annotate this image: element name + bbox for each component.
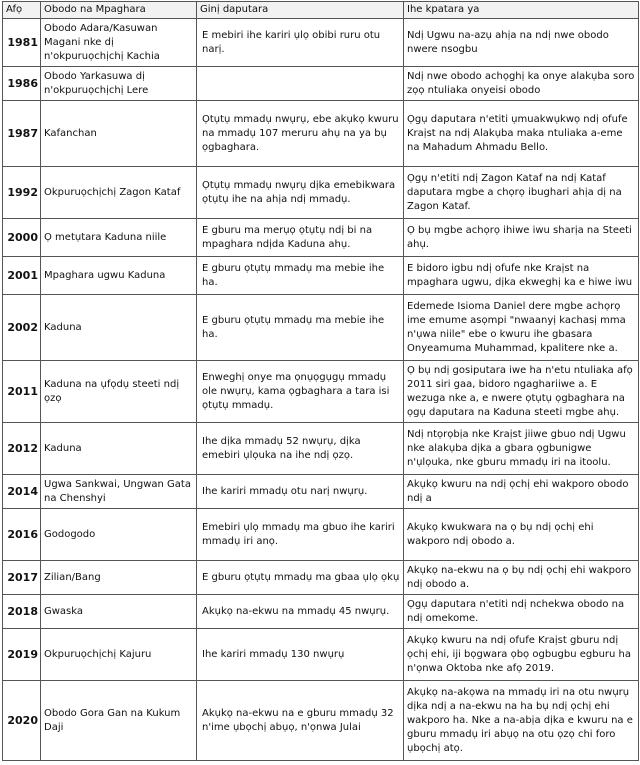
- year-cell: 2001: [3, 257, 41, 295]
- table-row: [3, 509, 639, 561]
- cause-cell: Akụkọ na-ekwu na ọ bụ ndị ọchị ehi wakporo ndị obodo a.: [404, 561, 639, 595]
- table-row: [3, 101, 639, 167]
- year-cell: 2000: [3, 219, 41, 257]
- cause-cell: Ọgụ daputara n'etiti ụmuakwụkwọ ndị ofufe Kraịst na ndị Alakụba maka ntuliaka a-eme na Mahadum Ahmadu Bello.: [404, 101, 639, 167]
- year-cell: 1986: [3, 67, 41, 101]
- table-row: [3, 475, 639, 509]
- year-cell: 2020: [3, 681, 41, 761]
- year-cell: 2012: [3, 423, 41, 475]
- event-cell: E gburu ọtụtụ mmadụ ma gbaa ụlọ ọkụ: [197, 561, 404, 595]
- event-cell: [197, 67, 404, 101]
- place-cell: Okpuruọchịchị Kajuru: [41, 629, 197, 681]
- year-cell: 2016: [3, 509, 41, 561]
- table-row: [3, 219, 639, 257]
- table-row: [3, 595, 639, 629]
- cause-cell: E bidoro igbu ndị ofufe nke Kraịst na mpaghara ugwu, dịka ekweghị ka e hiwe iwu: [404, 257, 639, 295]
- table-row: [3, 167, 639, 219]
- cause-cell: Akụkọ na-akọwa na mmadụ iri na otu nwụrụ dịka ndị a na-ekwu na ha bụ ndị ọchị ehi wakporo ha. Nke a na-abịa dịka e kwuru na e gburu mmadụ iri abụọ na otu ọzọ chi foro ụbọchị atọ.: [404, 681, 639, 761]
- cause-cell: Ọgụ n'etiti ndị Zagon Kataf na ndị Kataf daputara mgbe a chọrọ ibughari ahịa dị na Zagon Kataf.: [404, 167, 639, 219]
- event-cell: Ihe dịka mmadụ 52 nwụrụ, dịka emebiri ụlọuka na ihe ndị ọzọ.: [197, 423, 404, 475]
- cause-cell: Ndị nwe obodo achọghị ka onye alakụba soro zọọ ntuliaka onyeisi obodo: [404, 67, 639, 101]
- table-row: [3, 423, 639, 475]
- place-cell: Kaduna: [41, 423, 197, 475]
- event-cell: E mebiri ihe kariri ụlọ obibi ruru otu narị.: [197, 19, 404, 67]
- header-cause: Ihe kpatara ya: [404, 2, 639, 19]
- cause-cell: Ndị Ugwu na-azụ ahịa na ndị nwe obodo nwere nsogbu: [404, 19, 639, 67]
- table-row: [3, 361, 639, 423]
- cause-cell: Akụkọ kwuru na ndị ofufe Kraịst gburu ndị ọchị ehi, iji bọgwara ọbọ ogbugbu egburu ha n'ọnwa Oktoba nke afọ 2019.: [404, 629, 639, 681]
- table-header-row: [3, 2, 639, 19]
- place-cell: Kaduna na ụfọdụ steeti ndị ọzọ: [41, 361, 197, 423]
- cause-cell: Ndị ntọrọbịa nke Kraịst jiiwe gbuo ndị Ugwu nke alakụba dịka a gbara ọgbunigwe n'ụlọuka, nke gburu mmadụ iri na itoolu.: [404, 423, 639, 475]
- event-cell: Ihe kariri mmadụ otu narị nwụrụ.: [197, 475, 404, 509]
- table-body: [3, 19, 639, 761]
- event-cell: Ọtụtụ mmadụ nwụrụ dịka emebikwara ọtụtụ ihe na ahịa ndị mmadụ.: [197, 167, 404, 219]
- cause-cell: Ọgụ daputara n'etiti ndị nchekwa obodo na ndị omekome.: [404, 595, 639, 629]
- place-cell: Godogodo: [41, 509, 197, 561]
- place-cell: Mpaghara ugwu Kaduna: [41, 257, 197, 295]
- table-row: [3, 681, 639, 761]
- place-cell: Gwaska: [41, 595, 197, 629]
- place-cell: Ugwa Sankwai, Ungwan Gata na Chenshyi: [41, 475, 197, 509]
- year-cell: 1987: [3, 101, 41, 167]
- cause-cell: Edemede Isioma Daniel dere mgbe achọrọ ime emume asọmpi "nwaanyị kachasị mma n'ụwa niile" ebe o kwuru ihe gbasara Onyeamuma Muhammad, kpalitere nke a.: [404, 295, 639, 361]
- place-cell: Obodo Yarkasuwa dị n'okpuruọchịchị Lere: [41, 67, 197, 101]
- event-cell: E gburu ọtụtụ mmadụ ma mebie ihe ha.: [197, 295, 404, 361]
- year-cell: 2018: [3, 595, 41, 629]
- table-row: [3, 19, 639, 67]
- place-cell: Obodo Adara/Kasuwan Magani nke dị n'okpuruọchịchị Kachia: [41, 19, 197, 67]
- place-cell: Kaduna: [41, 295, 197, 361]
- table-row: [3, 257, 639, 295]
- place-cell: Kafanchan: [41, 101, 197, 167]
- table-row: [3, 295, 639, 361]
- year-cell: 2019: [3, 629, 41, 681]
- cause-cell: Ọ bụ ndị gosiputara iwe ha n'etu ntuliaka afọ 2011 siri gaa, bidoro ngaghariiwe a. E wezuga nke a, e nwere ọtụtụ ọgbaghara na ọgụ daputara na Kaduna steeti mgbe ahụ.: [404, 361, 639, 423]
- table-row: [3, 629, 639, 681]
- year-cell: 2011: [3, 361, 41, 423]
- year-cell: 1992: [3, 167, 41, 219]
- table-row: [3, 561, 639, 595]
- table-row: [3, 67, 639, 101]
- event-cell: Akụkọ na-ekwu na e gburu mmadụ 32 n'ime ụbọchị abụọ, n'ọnwa Julai: [197, 681, 404, 761]
- event-cell: E gburu ma merụọ ọtụtụ ndị bi na mpaghara ndịda Kaduna ahụ.: [197, 219, 404, 257]
- events-table: [2, 1, 639, 761]
- header-place: Obodo na Mpaghara: [41, 2, 197, 19]
- year-cell: 2002: [3, 295, 41, 361]
- year-cell: 2017: [3, 561, 41, 595]
- place-cell: Obodo Gora Gan na Kukum Daji: [41, 681, 197, 761]
- header-event: Ginị daputara: [197, 2, 404, 19]
- cause-cell: Akụkọ kwukwara na ọ bụ ndị ọchị ehi wakporo ndị obodo a.: [404, 509, 639, 561]
- year-cell: 2014: [3, 475, 41, 509]
- cause-cell: Akụkọ kwuru na ndị ọchị ehi wakporo obodo ndị a: [404, 475, 639, 509]
- event-cell: Ihe kariri mmadụ 130 nwụrụ: [197, 629, 404, 681]
- cause-cell: Ọ bụ mgbe achọrọ ihiwe iwu sharịa na Steeti ahụ.: [404, 219, 639, 257]
- event-cell: Akụkọ na-ekwu na mmadụ 45 nwụrụ.: [197, 595, 404, 629]
- year-cell: 1981: [3, 19, 41, 67]
- event-cell: Ọtụtụ mmadụ nwụrụ, ebe akụkọ kwuru na mmadụ 107 meruru ahụ na ya bụ ọgbaghara.: [197, 101, 404, 167]
- place-cell: Okpuruọchịchị Zagon Kataf: [41, 167, 197, 219]
- place-cell: Zilian/Bang: [41, 561, 197, 595]
- place-cell: Ọ metụtara Kaduna niile: [41, 219, 197, 257]
- event-cell: Enweghị onye ma ọnụọgụgụ mmadụ ole nwụrụ, kama ọgbaghara a tara isi ọtụtụ mmadụ.: [197, 361, 404, 423]
- event-cell: Emebiri ụlọ mmadụ ma gbuo ihe kariri mmadụ iri anọ.: [197, 509, 404, 561]
- header-year: Afọ: [3, 2, 41, 19]
- event-cell: E gburu ọtụtụ mmadụ ma mebie ihe ha.: [197, 257, 404, 295]
